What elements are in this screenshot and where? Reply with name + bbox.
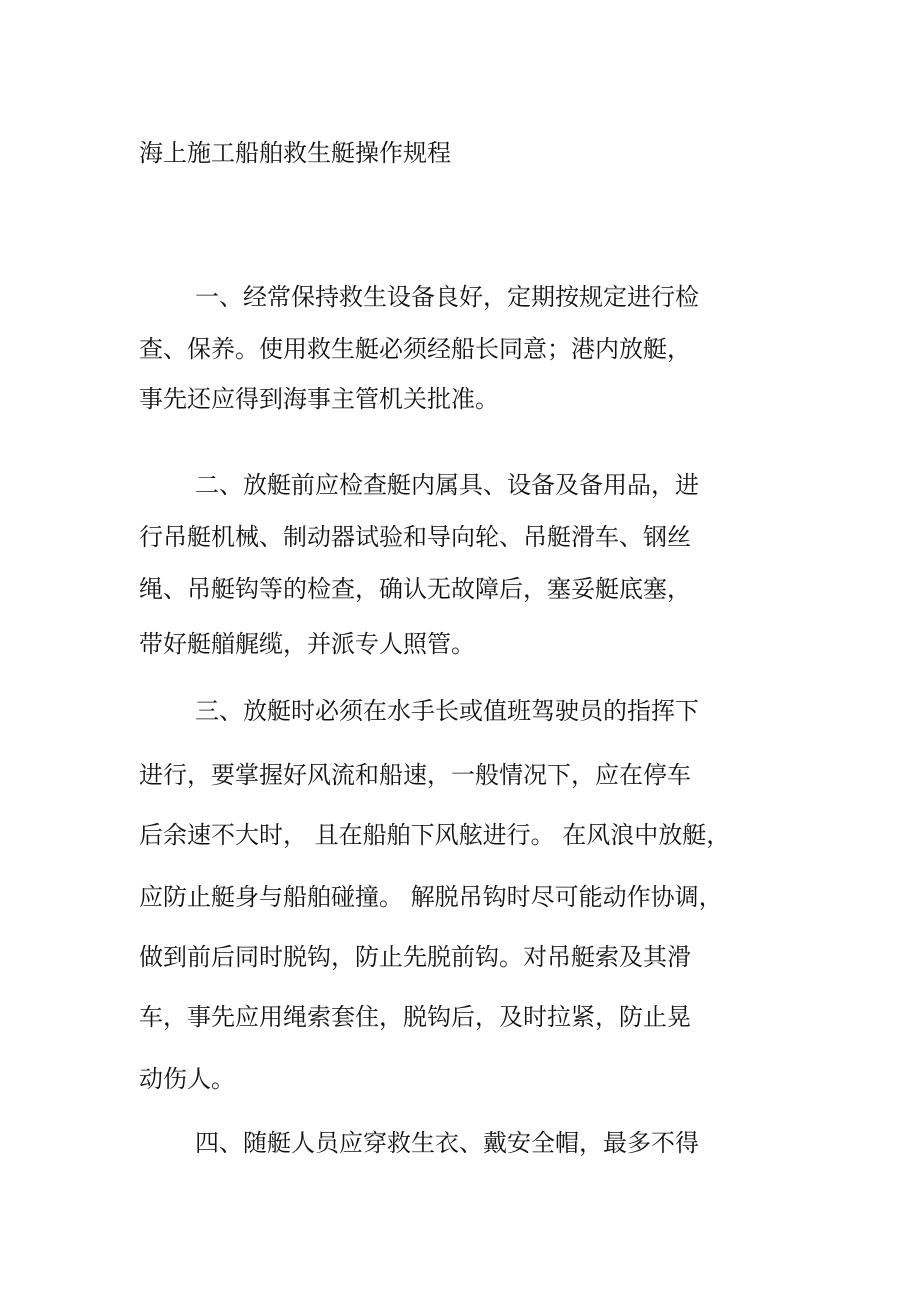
paragraph-line: 进行，要掌握好风流和船速，一般情况下，应在停车 <box>139 761 691 789</box>
paragraph-line: 绳、吊艇钩等的检查，确认无故障后，塞妥艇底塞， <box>139 575 691 603</box>
paragraph-line: 一、经常保持救生设备良好，定期按规定进行检 <box>195 283 699 311</box>
paragraph-line: 查、保养。使用救生艇必须经船长同意；港内放艇， <box>139 335 691 363</box>
paragraph-line: 后余速不大时， 且在船舶下风舷进行。 在风浪中放艇， <box>139 821 731 849</box>
paragraph-line: 动伤人。 <box>139 1065 235 1093</box>
paragraph-line: 四、随艇人员应穿救生衣、戴安全帽，最多不得 <box>195 1129 699 1157</box>
paragraph-line: 行吊艇机械、制动器试验和导向轮、吊艇滑车、钢丝 <box>139 523 691 551</box>
paragraph-line: 车，事先应用绳索套住，脱钩后，及时拉紧，防止晃 <box>139 1003 691 1031</box>
paragraph-line: 应防止艇身与船舶碰撞。 解脱吊钩时尽可能动作协调， <box>139 883 723 911</box>
paragraph-line: 做到前后同时脱钩，防止先脱前钩。对吊艇索及其滑 <box>139 943 691 971</box>
paragraph-line: 事先还应得到海事主管机关批准。 <box>139 385 499 413</box>
document-title: 海上施工船舶救生艇操作规程 <box>139 139 451 167</box>
paragraph-line: 二、放艇前应检查艇内属具、设备及备用品，进 <box>195 471 699 499</box>
paragraph-line: 带好艇艏艉缆，并派专人照管。 <box>139 630 475 658</box>
paragraph-line: 三、放艇时必须在水手长或值班驾驶员的指挥下 <box>195 697 699 725</box>
